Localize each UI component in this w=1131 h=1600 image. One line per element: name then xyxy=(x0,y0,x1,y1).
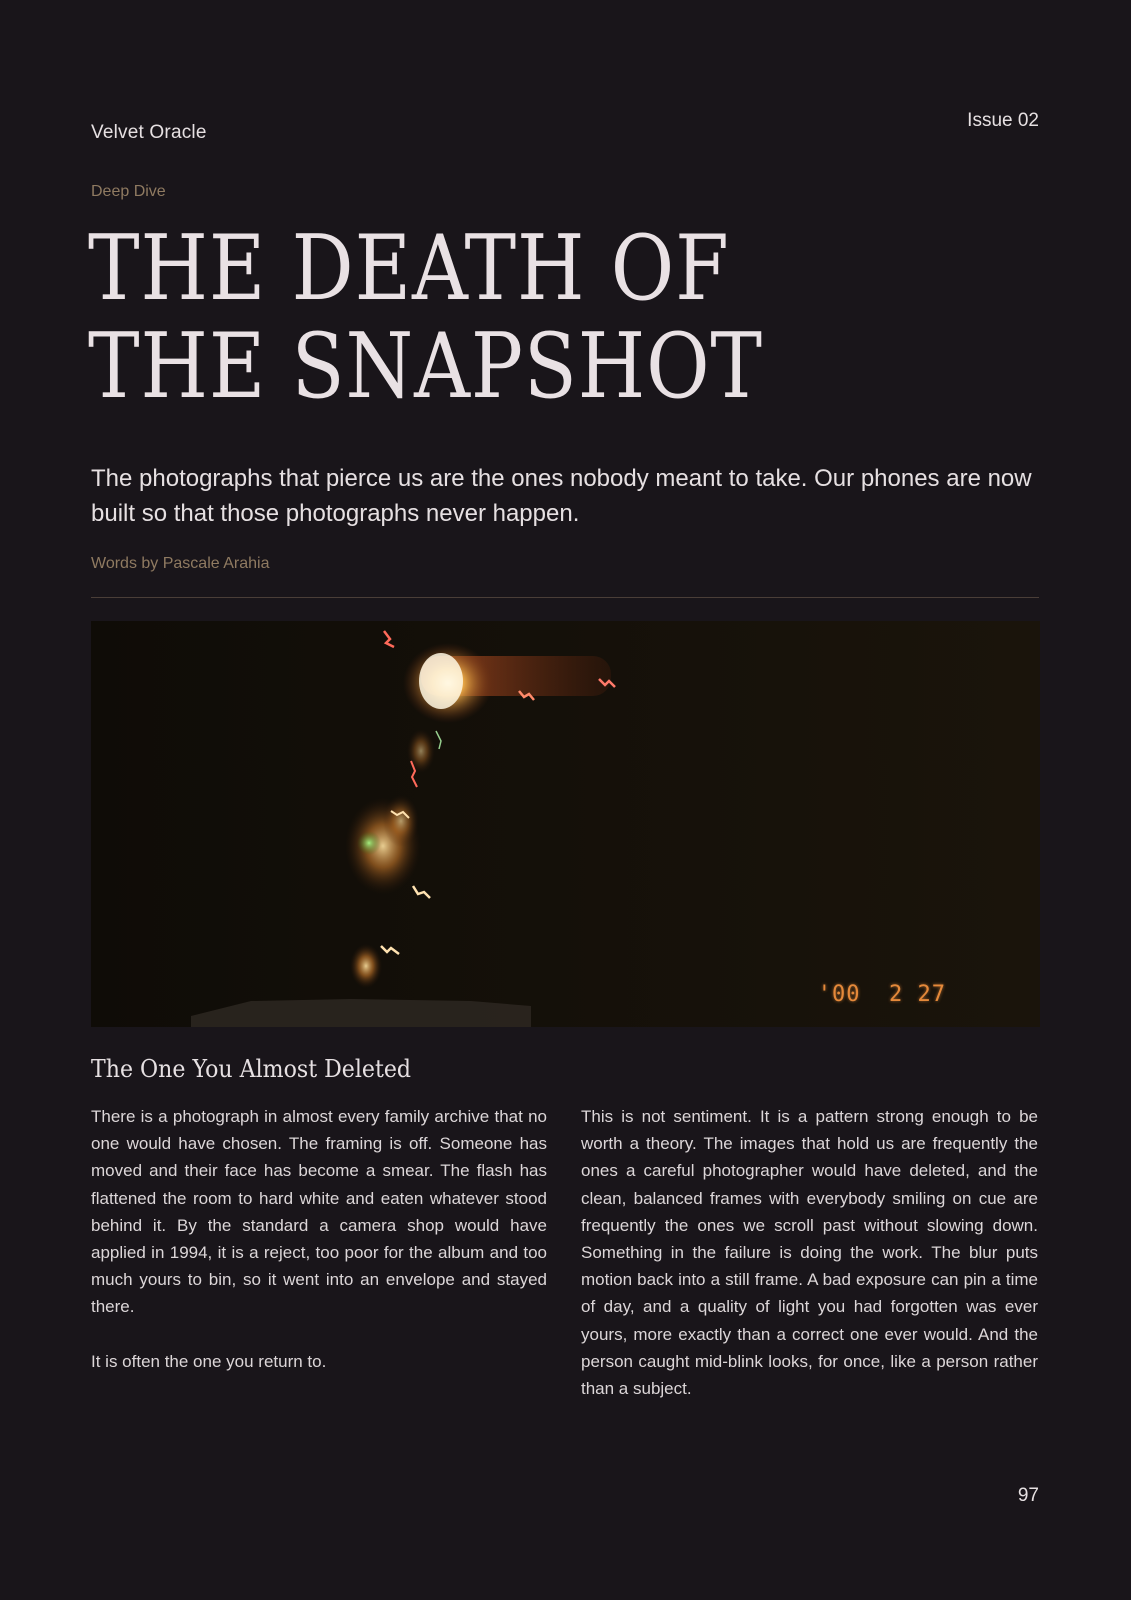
headline xyxy=(88,216,914,419)
headline-line-2: THE SNAPSHOT xyxy=(88,314,763,419)
body-paragraph: This is not sentiment. It is a pattern strong enough to be worth a theory. The images that hold us are frequently the ones a careful photographer would have deleted, and the clean, balanced frames with everybody smiling on cue are frequently the ones we scroll past without slowing down. Something in the failure is doing the work. The blur puts motion back into a still frame. A bad exposure can pin a time of day, and a quality of light you had forgotten was ever yours, more exactly than a correct one ever would. And the person caught mid-blink looks, for once, like a person rather than a subject. xyxy=(581,1107,1038,1399)
byline: Words by Pascale Arahia xyxy=(91,555,270,572)
issue-label: Issue 02 xyxy=(967,110,1039,131)
divider xyxy=(91,597,1039,598)
section-kicker: Deep Dive xyxy=(91,183,166,200)
night-light-trails-image xyxy=(91,621,1040,1027)
section-title: The One You Almost Deleted xyxy=(91,1055,412,1083)
body-paragraph: There is a photograph in almost every family archive that no one would have chosen. The framing is off. Someone has moved and their face has become a smear. The flash has flattened the room to hard white and eaten whatever stood behind it. By the standard a camera shop would have applied in 1994, it is a reject, too poor for the album and too much yours to bin, so it went into an envelope and stayed there. xyxy=(91,1107,547,1317)
photo-date-stamp: '00 2 27 xyxy=(817,982,946,1007)
page-number: 97 xyxy=(1017,1485,1039,1506)
body-column-left xyxy=(91,1103,547,1375)
masthead: Velvet Oracle xyxy=(91,122,207,143)
feature-photo xyxy=(91,621,1040,1027)
headline-line-1: THE DEATH OF xyxy=(88,216,730,321)
deck: The photographs that pierce us are the ones nobody meant to take. Our phones are now built so that those photographs never happen. xyxy=(91,465,1032,527)
body-paragraph: It is often the one you return to. xyxy=(91,1351,327,1371)
body-column-right xyxy=(581,1103,1038,1402)
